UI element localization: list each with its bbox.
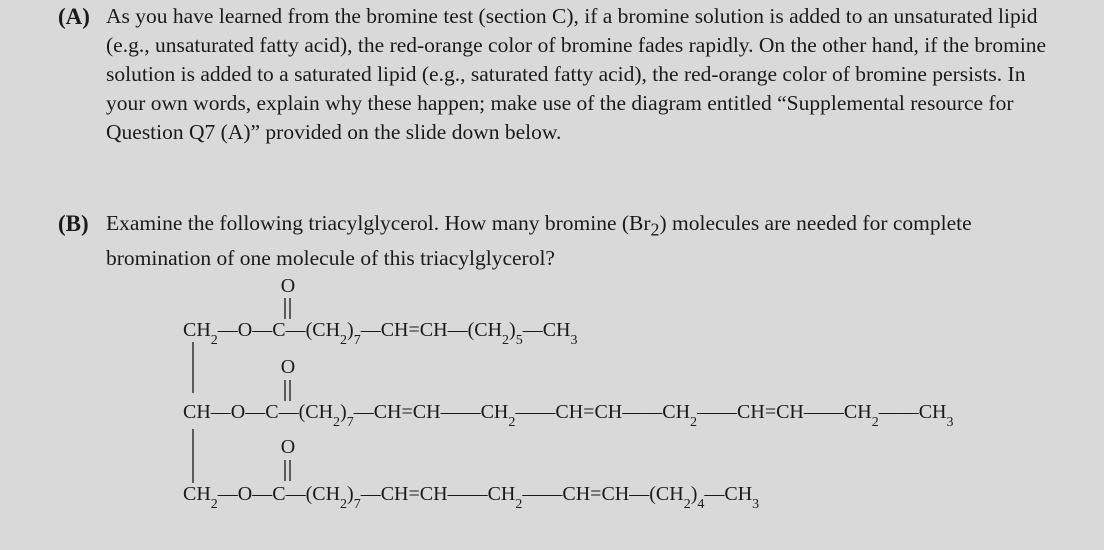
row1-double-bond: CH=CH	[380, 319, 448, 341]
row1-backbone-sub: 2	[210, 332, 218, 348]
row2-double-bond-3: CH=CH	[737, 401, 804, 423]
question-b-text-after: ) molecules are needed for complete bromination of one molecule of this triacylglycerol?	[106, 211, 972, 271]
row2-carbonyl-oxygen: O	[280, 356, 296, 378]
question-b-text-before: Examine the following triacylglycerol. How many bromine (Br	[106, 211, 651, 235]
question-a-label: (A)	[58, 4, 90, 29]
row3-ester-oxygen: O	[237, 483, 253, 505]
question-a-text: As you have learned from the bromine test (section C), if a bromine solution is added to an unsaturated lipid (e.g., unsaturated fatty acid), the red-orange color of bromine fades rapidly. On the other hand, if the bromine solution is added to a saturated lipid (e.g., saturated fatty acid), the red-orange color of bromine persists. In your own words, explain why these happen; make use of the diagram entitled “Supplemental resource for Question Q7 (A)” provided on the slide down below.	[106, 4, 1047, 144]
row2-ester-oxygen: O	[230, 401, 246, 423]
row2-double-bond-1: CH=CH	[373, 401, 441, 423]
row3-carbonyl-oxygen: O	[280, 436, 296, 458]
question-b-subscript: 2	[650, 219, 660, 240]
row3-backbone: CH	[183, 483, 211, 505]
row1-ester-oxygen: O	[237, 319, 253, 341]
row2-double-bond-2: CH=CH	[555, 401, 623, 423]
row3-backbone-sub: 2	[210, 496, 218, 512]
row2-carbonyl-carbon: C	[265, 401, 279, 423]
row2-backbone: CH	[183, 401, 211, 423]
row3-formula: $CH_2—O—C—(CH_2)_7—CH=CH——CH_2——CH=CH—(CH_2)_4—CH_3$	[183, 483, 760, 512]
row1-carbonyl-oxygen: O	[280, 275, 296, 297]
row1-carbonyl-carbon: C	[272, 319, 286, 341]
row3-double-bond-1: CH=CH	[380, 483, 448, 505]
row3-carbonyl-carbon: C	[272, 483, 286, 505]
row1-backbone: CH	[183, 319, 211, 341]
row3-double-bond-2: CH=CH	[562, 483, 630, 505]
question-b-label: (B)	[58, 211, 89, 236]
row2-formula: $CH—O—C—(CH_2)_7—CH=CH——CH_2——CH=CH——CH_2——CH=CH——CH_2——CH_3$	[183, 401, 954, 430]
row1-formula: $CH_2—O—C—(CH_2)_7—CH=CH—(CH_2)_5—CH_3$	[183, 319, 578, 348]
